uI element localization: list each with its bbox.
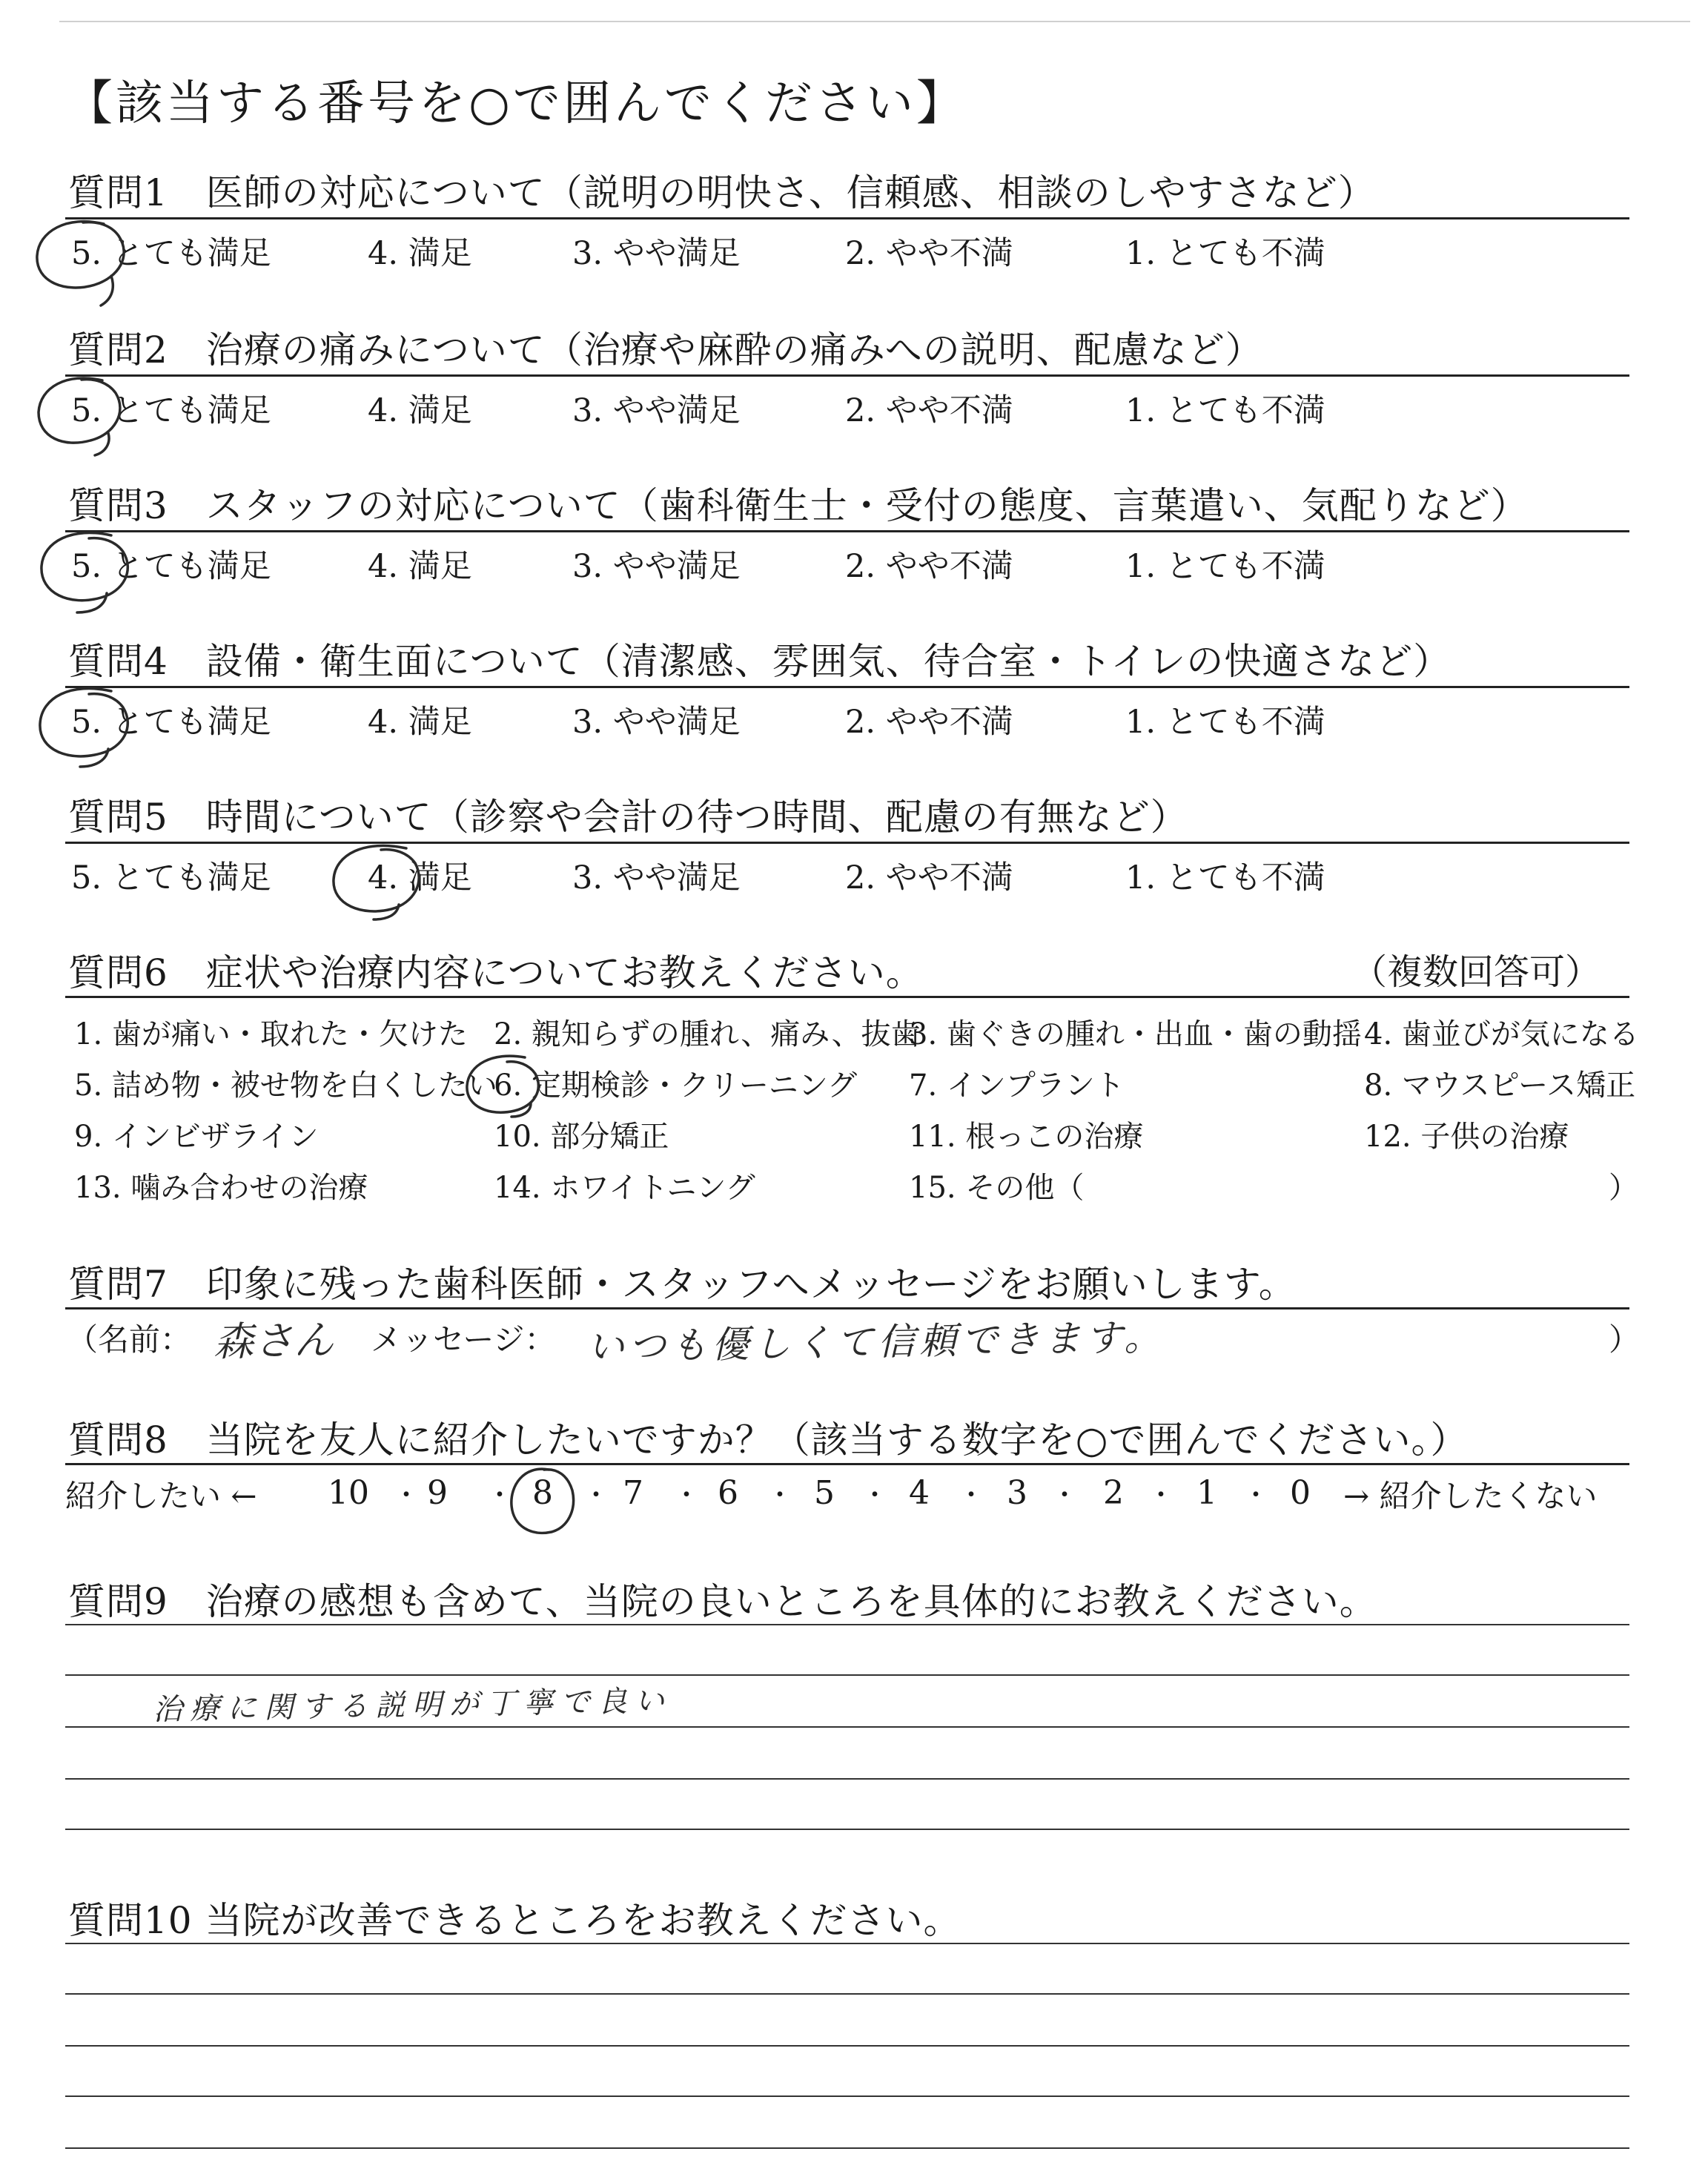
- q6-option-3[interactable]: 3. 歯ぐきの腫れ・出血・歯の動揺: [909, 1017, 1362, 1051]
- scale-right-label: → 紹介したくない: [1343, 1478, 1598, 1514]
- q2-circle-mark: [39, 378, 120, 455]
- q5-option-4[interactable]: 4. 満足: [368, 859, 472, 896]
- q6-option-2[interactable]: 2. 親知らずの腫れ、痛み、抜歯: [494, 1017, 921, 1051]
- question-8-text: 質問8 当院を友人に紹介したいですか？（該当する数字を○で囲んでください。）: [68, 1418, 1469, 1462]
- q6-option-10[interactable]: 10. 部分矯正: [494, 1120, 669, 1154]
- handwritten-name[interactable]: 森さん: [213, 1316, 334, 1366]
- scale-separator: ・: [767, 1480, 794, 1510]
- q3-option-4[interactable]: 4. 満足: [368, 548, 472, 585]
- q3-option-5[interactable]: 5. とても満足: [71, 548, 271, 585]
- scale-value-8[interactable]: 8: [532, 1474, 553, 1512]
- q1-option-1[interactable]: 1. とても不満: [1125, 235, 1325, 272]
- question-1-text: 質問1 医師の対応について（説明の明快さ、信頼感、相談のしやすさなど）: [68, 171, 1376, 214]
- q6-option-13[interactable]: 13. 噛み合わせの治療: [74, 1171, 368, 1205]
- q5-option-1[interactable]: 1. とても不満: [1125, 859, 1325, 896]
- scale-separator: ・: [861, 1480, 889, 1510]
- scale-separator: ・: [958, 1480, 985, 1510]
- handwritten-message[interactable]: いつも優しくて信頼できます。: [586, 1315, 1166, 1369]
- q5-circle-mark: [334, 845, 419, 919]
- q6-option-4[interactable]: 4. 歯並びが気になる: [1364, 1017, 1639, 1051]
- scale-value-3[interactable]: 3: [1007, 1474, 1027, 1512]
- scale-separator: ・: [1148, 1480, 1175, 1510]
- q1-option-2[interactable]: 2. やや不満: [845, 235, 1013, 272]
- scale-left-label: 紹介したい ←: [65, 1478, 257, 1514]
- message-label: メッセージ：: [371, 1321, 556, 1358]
- q5-option-3[interactable]: 3. やや満足: [572, 859, 741, 896]
- question-10-text: 質問10 当院が改善できるところをお教えください。: [68, 1899, 961, 1942]
- scale-separator: ・: [486, 1480, 514, 1510]
- q6-option-15[interactable]: 15. その他（: [909, 1171, 1085, 1205]
- q6-other-close: ）: [1609, 1171, 1638, 1205]
- name-label: （名前：: [67, 1321, 192, 1358]
- q3-option-3[interactable]: 3. やや満足: [572, 548, 741, 585]
- q8-circle-mark: [512, 1469, 574, 1533]
- q6-option-11[interactable]: 11. 根っこの治療: [909, 1120, 1144, 1154]
- q6-option-8[interactable]: 8. マウスピース矯正: [1364, 1069, 1636, 1103]
- q6-option-1[interactable]: 1. 歯が痛い・取れた・欠けた: [74, 1017, 468, 1051]
- scale-value-2[interactable]: 2: [1103, 1474, 1124, 1512]
- q2-option-1[interactable]: 1. とても不満: [1125, 392, 1325, 429]
- q6-circle-mark: [467, 1056, 538, 1117]
- q4-option-5[interactable]: 5. とても満足: [71, 704, 271, 741]
- q1-option-3[interactable]: 3. やや満足: [572, 235, 741, 272]
- question-4-text: 質問4 設備・衛生面について（清潔感、雰囲気、待合室・トイレの快適さなど）: [68, 640, 1452, 683]
- q3-option-1[interactable]: 1. とても不満: [1125, 548, 1325, 585]
- q3-circle-mark: [42, 532, 128, 612]
- q6-option-6[interactable]: 6. 定期検診・クリーニング: [494, 1069, 858, 1103]
- q6-option-12[interactable]: 12. 子供の治療: [1364, 1120, 1569, 1154]
- question-2-text: 質問2 治療の痛みについて（治療や麻酔の痛みへの説明、配慮など）: [68, 328, 1263, 371]
- question-6-text: 質問6 症状や治療内容についてお教えください。: [68, 951, 924, 994]
- scale-separator: ・: [1242, 1480, 1270, 1510]
- q2-option-3[interactable]: 3. やや満足: [572, 392, 741, 429]
- scale-value-1[interactable]: 1: [1196, 1474, 1217, 1512]
- scale-value-9[interactable]: 9: [427, 1474, 448, 1512]
- q4-circle-mark: [40, 689, 128, 767]
- q4-option-4[interactable]: 4. 満足: [368, 704, 472, 741]
- handwritten-good-points[interactable]: 治療に関する説明が丁寧で良い: [152, 1683, 672, 1728]
- scale-value-5[interactable]: 5: [814, 1474, 835, 1512]
- page-title: 【該当する番号を○で囲んでください】: [65, 76, 967, 131]
- q6-option-9[interactable]: 9. インビザライン: [74, 1120, 319, 1154]
- q4-option-2[interactable]: 2. やや不満: [845, 704, 1013, 741]
- q4-option-3[interactable]: 3. やや満足: [572, 704, 741, 741]
- q6-option-5[interactable]: 5. 詰め物・被せ物を白くしたい: [74, 1069, 497, 1103]
- q6-option-14[interactable]: 14. ホワイトニング: [494, 1171, 755, 1205]
- q2-option-5[interactable]: 5. とても満足: [71, 392, 271, 429]
- q6-option-7[interactable]: 7. インプラント: [909, 1069, 1125, 1103]
- q1-circle-mark: [37, 222, 124, 305]
- scale-value-7[interactable]: 7: [623, 1474, 643, 1512]
- scale-separator: ・: [583, 1480, 610, 1510]
- q1-option-5[interactable]: 5. とても満足: [71, 235, 271, 272]
- q5-option-2[interactable]: 2. やや不満: [845, 859, 1013, 896]
- scale-value-10[interactable]: 10: [328, 1474, 369, 1512]
- question-5-text: 質問5 時間について（診察や会計の待つ時間、配慮の有無など）: [68, 796, 1188, 839]
- scale-value-6[interactable]: 6: [718, 1474, 738, 1512]
- q5-option-5[interactable]: 5. とても満足: [71, 859, 271, 896]
- scale-value-4[interactable]: 4: [909, 1474, 930, 1512]
- question-9-text: 質問9 治療の感想も含めて、当院の良いところを具体的にお教えください。: [68, 1580, 1377, 1623]
- q1-option-4[interactable]: 4. 満足: [368, 235, 472, 272]
- scale-separator: ・: [1051, 1480, 1079, 1510]
- message-close: ）: [1609, 1321, 1641, 1358]
- scale-separator: ・: [673, 1480, 701, 1510]
- q3-option-2[interactable]: 2. やや不満: [845, 548, 1013, 585]
- question-3-text: 質問3 スタッフの対応について（歯科衛生士・受付の態度、言葉遣い、気配りなど）: [68, 484, 1529, 527]
- scale-separator: ・: [393, 1480, 420, 1510]
- multiple-answers-note: （複数回答可）: [1351, 951, 1601, 993]
- scale-value-0[interactable]: 0: [1290, 1474, 1311, 1512]
- q2-option-2[interactable]: 2. やや不満: [845, 392, 1013, 429]
- q4-option-1[interactable]: 1. とても不満: [1125, 704, 1325, 741]
- q2-option-4[interactable]: 4. 満足: [368, 392, 472, 429]
- question-7-text: 質問7 印象に残った歯科医師・スタッフへメッセージをお願いします。: [68, 1263, 1297, 1306]
